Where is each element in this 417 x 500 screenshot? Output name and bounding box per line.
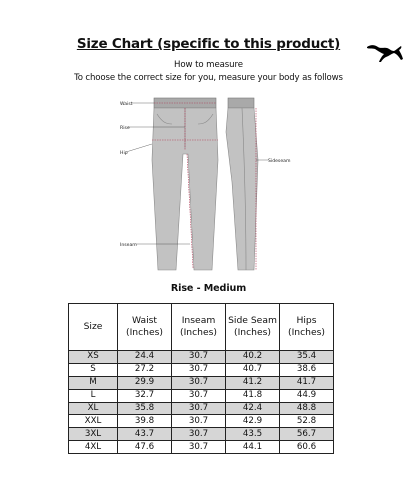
cell-size: XS [69, 351, 118, 364]
cell-side-seam: 43.5 [226, 428, 280, 441]
cell-hips: 60.6 [280, 441, 334, 454]
cell-hips: 56.7 [280, 428, 334, 441]
cell-inseam: 30.7 [172, 389, 226, 402]
cell-inseam: 30.7 [172, 402, 226, 415]
cell-size: S [69, 363, 118, 376]
cell-size: 4XL [69, 441, 118, 454]
cell-waist: 39.8 [118, 415, 172, 428]
sideseam-label: Sideseam [268, 159, 291, 164]
cell-side-seam: 42.4 [226, 402, 280, 415]
cell-waist: 29.9 [118, 376, 172, 389]
size-chart-table [68, 303, 334, 454]
table-row [69, 402, 334, 415]
cell-size: L [69, 389, 118, 402]
cell-side-seam: 41.8 [226, 389, 280, 402]
measure-instruction: To choose the correct size for you, measure your body as follows [74, 73, 343, 83]
how-to-measure-heading: How to measure [174, 60, 243, 70]
cell-inseam: 30.7 [172, 428, 226, 441]
table-header-row [69, 304, 334, 351]
cell-side-seam: 44.1 [226, 441, 280, 454]
table-row [69, 363, 334, 376]
cell-waist: 43.7 [118, 428, 172, 441]
cell-inseam: 30.7 [172, 363, 226, 376]
cell-hips: 41.7 [280, 376, 334, 389]
page-title: Size Chart (specific to this product) [76, 36, 341, 52]
cell-inseam: 30.7 [172, 351, 226, 364]
cell-waist: 27.2 [118, 363, 172, 376]
header-hips: Hips (Inches) [280, 304, 334, 351]
table-row [69, 351, 334, 364]
table-row [69, 441, 334, 454]
inseam-label: Inseam [120, 243, 137, 248]
header-side-seam: Side Seam (Inches) [226, 304, 280, 351]
cell-size: XL [69, 402, 118, 415]
cell-waist: 47.6 [118, 441, 172, 454]
table-row [69, 376, 334, 389]
cell-side-seam: 40.7 [226, 363, 280, 376]
rise-label: Rise [120, 126, 130, 131]
measurement-diagram [110, 92, 310, 278]
cell-waist: 35.8 [118, 402, 172, 415]
header-inseam: Inseam (Inches) [172, 304, 226, 351]
side-pants-illustration [226, 98, 268, 270]
header-size: Size [69, 304, 118, 351]
cell-inseam: 30.7 [172, 415, 226, 428]
table-row [69, 415, 334, 428]
table-row [69, 428, 334, 441]
cell-side-seam: 42.9 [226, 415, 280, 428]
cell-size: M [69, 376, 118, 389]
cell-hips: 38.6 [280, 363, 334, 376]
cell-hips: 44.9 [280, 389, 334, 402]
cell-inseam: 30.7 [172, 376, 226, 389]
cell-waist: 24.4 [118, 351, 172, 364]
cell-hips: 52.8 [280, 415, 334, 428]
table-row [69, 389, 334, 402]
cell-hips: 35.4 [280, 351, 334, 364]
waist-label: Waist [120, 102, 133, 107]
cell-size: XXL [69, 415, 118, 428]
header-waist: Waist (Inches) [118, 304, 172, 351]
front-pants-illustration [126, 98, 218, 270]
cell-hips: 48.8 [280, 402, 334, 415]
hip-label: Hip [120, 151, 128, 156]
rise-label-heading: Rise - Medium [170, 283, 247, 294]
cell-side-seam: 41.2 [226, 376, 280, 389]
cell-inseam: 30.7 [172, 441, 226, 454]
cell-size: 3XL [69, 428, 118, 441]
cell-side-seam: 40.2 [226, 351, 280, 364]
cell-waist: 32.7 [118, 389, 172, 402]
